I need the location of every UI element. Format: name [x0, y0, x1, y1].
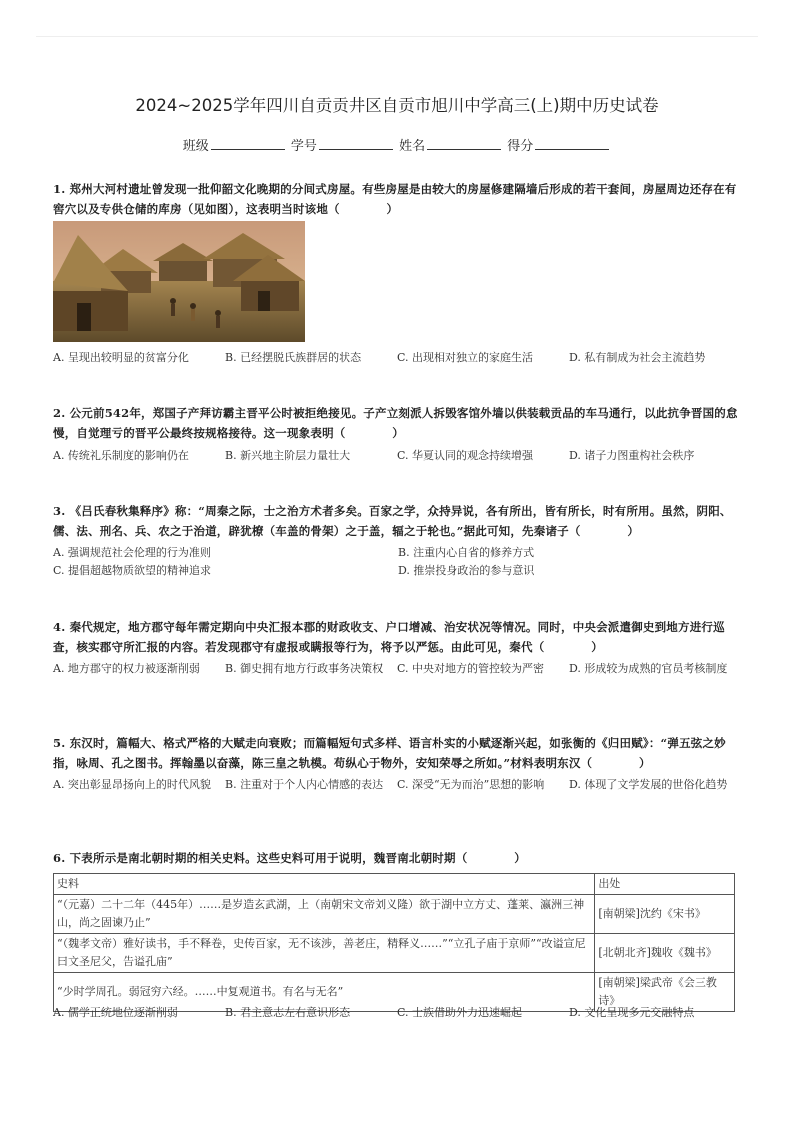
table-row [54, 895, 735, 934]
score-label: 得分 [507, 139, 534, 154]
option[interactable]: C. 深受“无为而治”思想的影响 [397, 778, 545, 791]
question-1-stem: 1. 郑州大河村遗址曾发现一批仰韶文化晚期的分间式房屋。有些房屋是由较大的房屋修建隔墙后形成的若干套间，房屋周边还存在有窖穴以及专供仓储的库房（见如图），这表明当时该地（ ） [53, 182, 737, 216]
table-header-row [54, 874, 735, 895]
table-row [54, 934, 735, 973]
question-6-stem: 6. 下表所示是南北朝时期的相关史料。这些史料可用于说明，魏晋南北朝时期（ ） [53, 851, 526, 865]
option[interactable]: B. 注重对于个人内心情感的表达 [225, 778, 384, 791]
option[interactable]: D. 诸子力图重构社会秩序 [569, 449, 695, 462]
table-cell: [北朝北齐]魏收《魏书》 [595, 934, 735, 973]
question-4-options [53, 660, 743, 678]
option[interactable]: A. 突出彰显昂扬向上的时代风貌 [53, 778, 211, 791]
class-blank[interactable] [211, 137, 285, 150]
table-cell: [南朝梁]梁武帝《会三教诗》 [595, 973, 735, 1012]
id-blank[interactable] [319, 137, 393, 150]
option[interactable]: B. 御史拥有地方行政事务决策权 [225, 662, 384, 675]
question-2-options [53, 447, 743, 465]
option[interactable]: A. 传统礼乐制度的影响仍在 [53, 449, 189, 462]
option[interactable]: C. 华夏认同的观念持续增强 [397, 449, 534, 462]
option[interactable]: A. 呈现出较明显的贫富分化 [53, 351, 189, 364]
student-info-line [0, 135, 794, 154]
neolithic-village-illustration [53, 221, 305, 342]
question-2-stem: 2. 公元前542年，郑国子产拜访霸主晋平公时被拒绝接见。子产立刻派人拆毁客馆外墙以供装载贡品的车马通行，以此抗争晋国的怠慢，自觉理亏的晋平公最终按规格接待。这一现象表明（ ） [53, 406, 738, 440]
option[interactable]: C. 中央对地方的管控较为严密 [397, 662, 545, 675]
question-6-options [53, 1004, 743, 1022]
option[interactable]: B. 已经摆脱氏族群居的状态 [225, 351, 362, 364]
question-4-stem: 4. 秦代规定，地方郡守每年需定期向中央汇报本郡的财政收支、户口增减、治安状况等情况。同时，中央会派遣御史到地方进行巡查，核实郡守所汇报的内容。若发现郡守有虚报或瞒报等行为，将予以严惩。由此可见，秦代（ ） [53, 620, 725, 654]
source-table [53, 873, 735, 1012]
option[interactable]: B. 注重内心自省的修养方式 [398, 546, 535, 559]
table-cell: “（魏孝文帝）雅好读书，手不释卷，史传百家，无不该涉，善老庄，精释义……”“立孔子庙于京师”“改谥宣尼曰文圣尼父，告谥孔庙” [54, 934, 595, 973]
table-cell: “少时学周孔。弱冠穷六经。……中复观道书。有名与无名” [54, 973, 595, 1012]
id-label: 学号 [290, 139, 317, 154]
question-5-options [53, 776, 743, 794]
option[interactable]: A. 儒学正统地位逐渐削弱 [53, 1006, 178, 1019]
option[interactable]: D. 形成较为成熟的官员考核制度 [569, 662, 728, 675]
header-rule [36, 36, 758, 37]
option[interactable]: D. 体现了文学发展的世俗化趋势 [569, 778, 728, 791]
table-header-source: 史料 [54, 874, 595, 895]
option[interactable]: D. 推崇投身政治的参与意识 [398, 564, 535, 577]
option[interactable]: D. 私有制成为社会主流趋势 [569, 351, 706, 364]
page-title: 2024~2025学年四川自贡贡井区自贡市旭川中学高三(上)期中历史试卷 [135, 96, 659, 115]
option[interactable]: A. 强调规范社会伦理的行为准则 [53, 546, 211, 559]
option[interactable]: B. 新兴地主阶层力量壮大 [225, 449, 351, 462]
table-cell: “（元嘉）二十二年（445年）……是岁造玄武湖，上（南朝宋文帝刘义隆）欲于湖中立方丈、蓬莱、瀛洲三神山，尚之固谏乃止” [54, 895, 595, 934]
question-1-options [53, 349, 743, 367]
score-blank[interactable] [535, 137, 609, 150]
name-blank[interactable] [427, 137, 501, 150]
option[interactable]: C. 提倡超越物质欲望的精神追求 [53, 564, 212, 577]
table-cell: [南朝梁]沈约《宋书》 [595, 895, 735, 934]
class-label: 班级 [182, 139, 209, 154]
question-3-options [53, 544, 743, 580]
table-header-origin: 出处 [595, 874, 735, 895]
option[interactable]: C. 出现相对独立的家庭生活 [397, 351, 534, 364]
question-3-stem: 3. 《吕氏春秋集释序》称：“周秦之际，士之治方术者多矣。百家之学，众持异说，各有所出，皆有所长，时有所用。虽然，阴阳、儒、法、刑名、兵、农之于治道，辟犹橑（车盖的骨架）之于盖，辐之于轮也。”据此可知，先秦诸子（ ） [53, 504, 732, 538]
option[interactable]: C. 士族借助外力迅速崛起 [397, 1006, 523, 1019]
option[interactable]: A. 地方郡守的权力被逐渐削弱 [53, 662, 200, 675]
name-label: 姓名 [399, 139, 426, 154]
question-5-stem: 5. 东汉时，篇幅大、格式严格的大赋走向衰败；而篇幅短句式多样、语言朴实的小赋逐渐兴起，如张衡的《归田赋》：“弹五弦之妙指，咏周、孔之图书。挥翰墨以奋藻，陈三皇之轨模。苟纵心于物外，安知荣辱之所如。”材料表明东汉（ ） [53, 736, 726, 770]
option[interactable]: B. 君主意志左右意识形态 [225, 1006, 351, 1019]
option[interactable]: D. 文化呈现多元交融特点 [569, 1006, 695, 1019]
